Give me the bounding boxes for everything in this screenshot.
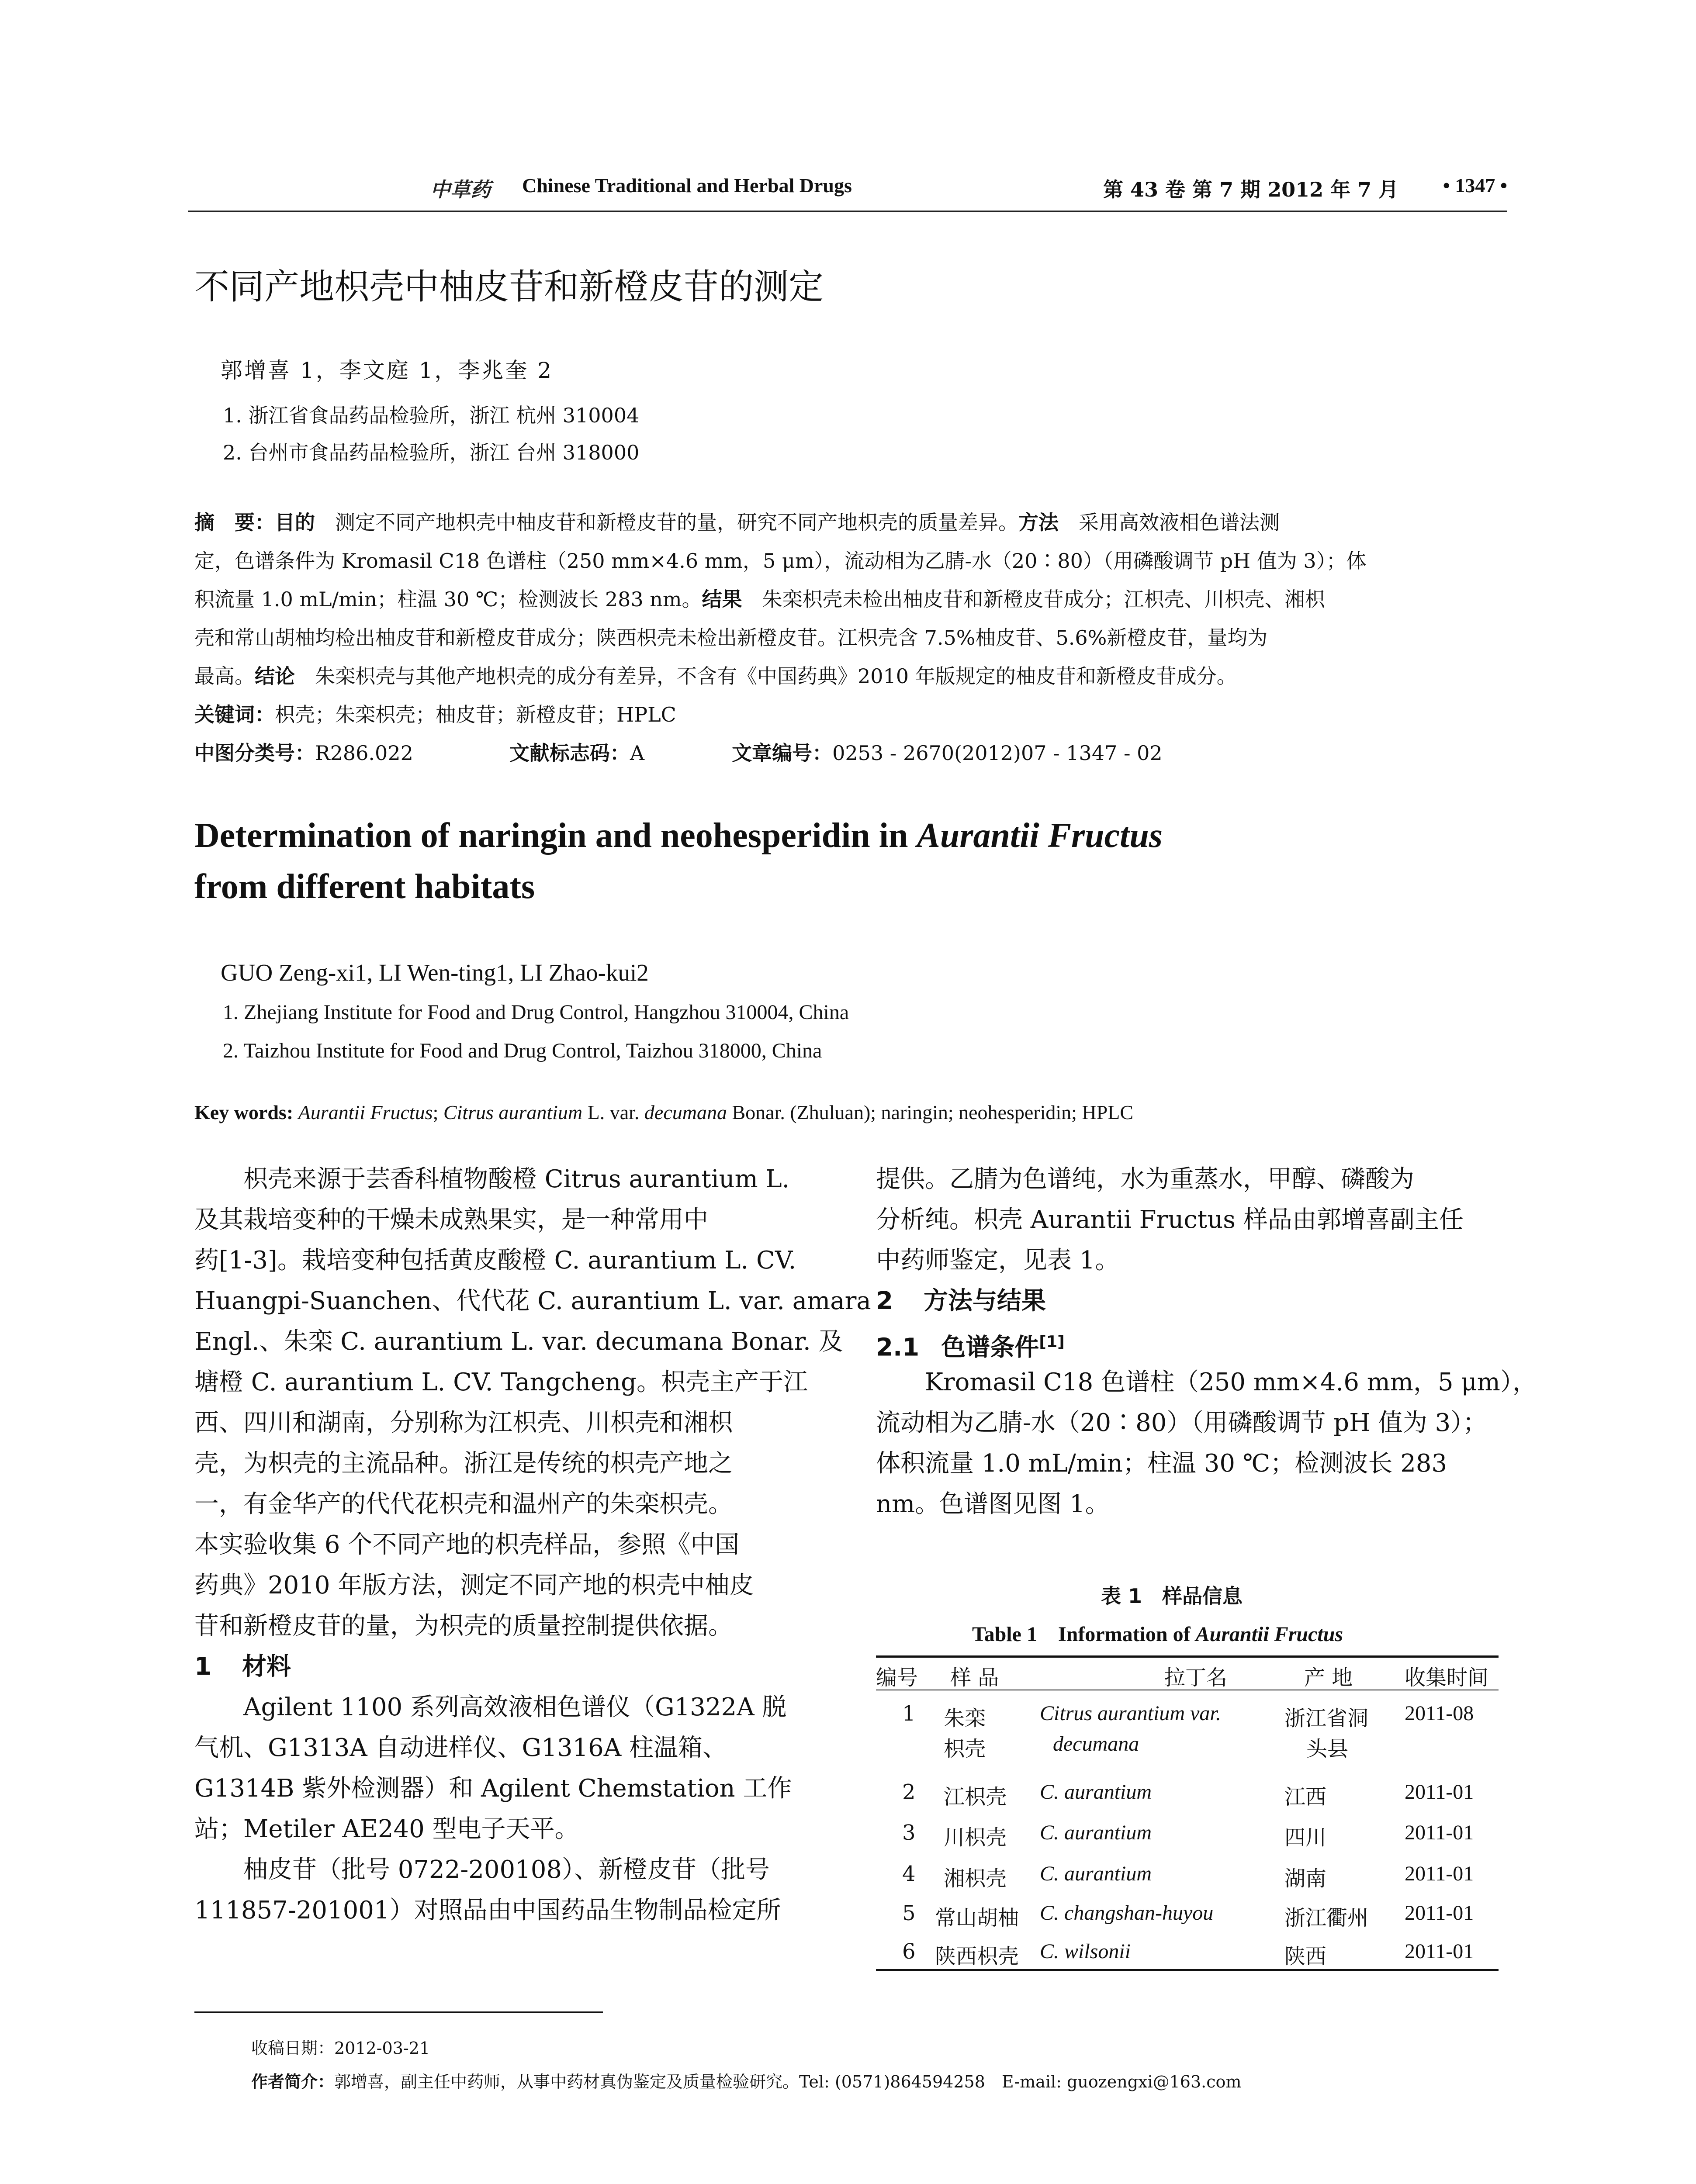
affiliation-cn-1: 1. 浙江省食品药品检验所，浙江 杭州 310004	[223, 404, 640, 427]
result-label: 结果	[702, 587, 742, 611]
conclusion-label: 结论	[255, 664, 295, 688]
title-en-italic: Aurantii Fructus	[917, 816, 1163, 855]
header-rule	[188, 211, 1507, 212]
body-left-line: 柚皮苷（批号 0722-200108）、新橙皮苷（批号	[194, 1856, 770, 1884]
body-left-line: 枳壳来源于芸香科植物酸橙 Citrus aurantium L.	[194, 1165, 790, 1193]
table-cell-origin: 浙江衢州	[1284, 1906, 1369, 1930]
abstract-line-3	[194, 584, 1325, 612]
table-cell-origin: 湖南	[1284, 1866, 1327, 1891]
keyword-decumana: decumana	[644, 1101, 727, 1123]
body-left-line: 111857-201001）对照品由中国药品生物制品检定所	[194, 1896, 781, 1925]
table-cell-origin: 四川	[1284, 1825, 1327, 1850]
body-right-line: 分析纯。枳壳 Aurantii Fructus 样品由郭增喜副主任	[876, 1206, 1464, 1234]
classification-line	[194, 737, 1163, 766]
authors-cn: 郭增喜 1，李文庭 1，李兆奎 2	[221, 358, 554, 383]
article-no-label: 文章编号：	[732, 741, 833, 765]
authors-en: GUO Zeng-xi1, LI Wen-ting1, LI Zhao-kui2	[221, 959, 649, 986]
body-left-line: 一，有金华产的代代花枳壳和温州产的朱栾枳壳。	[194, 1490, 733, 1518]
table-header-cell: 拉丁名	[1164, 1666, 1228, 1690]
page-number: • 1347 •	[1443, 174, 1507, 197]
section-2-title: 方法与结果	[923, 1287, 1046, 1315]
affiliation-en-2: 2. Taizhou Institute for Food and Drug Control, Taizhou 318000, China	[223, 1039, 822, 1062]
doc-code-value: A	[630, 741, 645, 765]
table-cell-no: 6	[902, 1939, 916, 1964]
table-cell-origin: 陕西	[1284, 1944, 1327, 1969]
title-en-line-1	[194, 816, 1163, 856]
author-bio-label: 作者简介：	[251, 2072, 335, 2091]
affiliation-cn-2: 2. 台州市食品药品检验所，浙江 台州 318000	[223, 441, 640, 464]
body-right-line: 流动相为乙腈-水（20∶80）（用磷酸调节 pH 值为 3）；	[876, 1409, 1488, 1437]
section-2-1-title: 色谱条件	[941, 1333, 1039, 1362]
table-cell-date: 2011-08	[1405, 1702, 1474, 1725]
body-left-line: Huangpi-Suanchen、代代花 C. aurantium L. var. amara	[194, 1287, 871, 1315]
table-cell-sample: 川枳壳	[944, 1825, 1007, 1850]
table-cell-sample: 朱栾	[944, 1706, 986, 1731]
title-en-text: Determination of naringin and neohesperidin in	[194, 816, 917, 855]
table-cell-origin-cont: 头县	[1306, 1737, 1349, 1761]
table-cell-latin: Citrus aurantium var.	[1040, 1702, 1221, 1725]
table-caption-en	[972, 1617, 1343, 1647]
abstract-line-5	[194, 660, 1237, 689]
table-cell-no: 4	[902, 1862, 916, 1886]
purpose-text: 测定不同产地枳壳中柚皮苷和新橙皮苷的量，研究不同产地枳壳的质量差异。	[335, 511, 1018, 534]
method-text-end: 积流量 1.0 mL/min；柱温 30 ℃；检测波长 283 nm。	[194, 587, 702, 611]
body-right-line: 中药师鉴定，见表 1。	[876, 1246, 1120, 1275]
body-left-line: 站；Metiler AE240 型电子天平。	[194, 1815, 579, 1843]
table-header-cell: 编号	[876, 1666, 918, 1690]
result-text-start: 朱栾枳壳未检出柚皮苷和新橙皮苷成分；江枳壳、川枳壳、湘枳	[762, 587, 1325, 611]
section-2-1-number: 2.1	[876, 1333, 920, 1362]
section-2-1-heading	[876, 1330, 1065, 1360]
journal-name-cn: 中草药	[430, 178, 491, 201]
table-cell-date: 2011-01	[1405, 1821, 1474, 1844]
table-cell-date: 2011-01	[1405, 1901, 1474, 1925]
table-cell-latin: C. aurantium	[1040, 1821, 1152, 1844]
body-left-line: 塘橙 C. aurantium L. CV. Tangcheng。枳壳主产于江	[194, 1368, 808, 1396]
keywords-en	[194, 1101, 1133, 1124]
body-right-line: nm。色谱图见图 1。	[876, 1490, 1110, 1518]
table-cell-no: 3	[902, 1821, 916, 1845]
body-left-line: 气机、G1313A 自动进样仪、G1316A 柱温箱、	[194, 1734, 727, 1762]
journal-name-en: Chinese Traditional and Herbal Drugs	[522, 174, 852, 197]
table-caption-en-text: Table 1 Information of	[972, 1623, 1196, 1646]
abstract-label: 摘 要：	[194, 511, 275, 534]
body-left-line: 及其栽培变种的干燥未成熟果实，是一种常用中	[194, 1206, 708, 1234]
table-cell-latin: C. aurantium	[1040, 1780, 1152, 1804]
keyword-mid: L. var.	[582, 1101, 644, 1123]
keywords-cn-label: 关键词：	[194, 703, 275, 726]
title-en-line-2: from different habitats	[194, 867, 535, 906]
purpose-label: 目的	[275, 511, 315, 534]
body-left-line: 西、四川和湖南，分别称为江枳壳、川枳壳和湘枳	[194, 1409, 733, 1437]
method-label: 方法	[1018, 511, 1059, 534]
body-left-line: G1314B 紫外检测器）和 Agilent Chemstation 工作	[194, 1774, 792, 1803]
received-date: 收稿日期：2012-03-21	[251, 2039, 430, 2058]
body-left-line: Engl.、朱栾 C. aurantium L. var. decumana Bonar. 及	[194, 1327, 843, 1356]
table-cell-origin: 江西	[1284, 1785, 1327, 1809]
table-cell-latin-cont: decumana	[1053, 1732, 1139, 1755]
table-cell-no: 5	[902, 1901, 916, 1925]
table-header-cell: 样 品	[950, 1666, 999, 1690]
body-right-line: Kromasil C18 色谱柱（250 mm×4.6 mm，5 μm），	[876, 1368, 1537, 1396]
section-1-heading	[194, 1652, 291, 1681]
table-header-cell: 收集时间	[1405, 1666, 1489, 1690]
table-caption-en-italic: Aurantii Fructus	[1195, 1623, 1343, 1646]
conclusion-text: 朱栾枳壳与其他产地枳壳的成分有差异，不含有《中国药典》2010 年版规定的柚皮苷和新橙皮苷成分。	[315, 664, 1237, 688]
section-2-heading	[876, 1289, 1046, 1313]
title-cn: 不同产地枳壳中柚皮苷和新橙皮苷的测定	[194, 266, 824, 307]
body-left-line: 本实验收集 6 个不同产地的枳壳样品，参照《中国	[194, 1531, 740, 1559]
section-2-number: 2	[876, 1287, 893, 1315]
body-left-line: 药典》2010 年版方法，测定不同产地的枳壳中柚皮	[194, 1571, 754, 1600]
table-cell-sample: 湘枳壳	[944, 1866, 1007, 1891]
abstract-line-1	[194, 507, 1280, 536]
clc-value: R286.022	[315, 741, 413, 765]
body-left-line: 药[1-3]。栽培变种包括黄皮酸橙 C. aurantium L. CV.	[194, 1246, 796, 1275]
table-cell-date: 2011-01	[1405, 1780, 1474, 1804]
method-text-start: 采用高效液相色谱法测	[1079, 511, 1280, 534]
table-cell-sample: 江枳壳	[944, 1785, 1007, 1809]
author-bio-text: 郭增喜，副主任中药师，从事中药材真伪鉴定及质量检验研究。Tel: (0571)864594258 E-mail: guozengxi@163.com	[334, 2072, 1242, 2091]
table-cell-sample: 常山胡柚	[935, 1906, 1019, 1930]
body-right-line: 体积流量 1.0 mL/min；柱温 30 ℃；检测波长 283	[876, 1449, 1447, 1478]
table-header-cell: 产 地	[1304, 1666, 1353, 1690]
abstract-line-4: 壳和常山胡柚均检出柚皮苷和新橙皮苷成分；陕西枳壳未检出新橙皮苷。江枳壳含 7.5%柚皮苷、5.6%新橙皮苷，量均为	[194, 626, 1268, 650]
table-caption-cn: 表 1 样品信息	[1101, 1584, 1243, 1608]
keyword-sep: ;	[433, 1101, 443, 1123]
footnote-rule	[194, 2011, 603, 2013]
keywords-cn	[194, 699, 676, 728]
keywords-cn-text: 枳壳；朱栾枳壳；柚皮苷；新橙皮苷；HPLC	[275, 703, 676, 726]
clc-label: 中图分类号：	[194, 741, 315, 765]
keyword-rest: Bonar. (Zhuluan); naringin; neohesperidin; HPLC	[727, 1101, 1134, 1123]
table-cell-origin: 浙江省洞	[1284, 1706, 1369, 1731]
keyword-aurantii: Aurantii Fructus	[298, 1101, 433, 1123]
table-cell-sample-cont: 枳壳	[944, 1737, 986, 1761]
issue-info: 第 43 卷 第 7 期 2012 年 7 月	[1103, 178, 1399, 201]
section-1-title: 材料	[242, 1652, 291, 1681]
table-cell-date: 2011-01	[1405, 1940, 1474, 1963]
table-cell-latin: C. aurantium	[1040, 1862, 1152, 1885]
section-1-number: 1	[194, 1652, 211, 1681]
body-left-line: 壳，为枳壳的主流品种。浙江是传统的枳壳产地之	[194, 1449, 733, 1478]
table-cell-no: 1	[902, 1701, 916, 1726]
table-cell-no: 2	[902, 1780, 916, 1804]
body-left-line: 苷和新橙皮苷的量，为枳壳的质量控制提供依据。	[194, 1612, 733, 1640]
result-text-end: 最高。	[194, 664, 255, 688]
table-cell-date: 2011-01	[1405, 1862, 1474, 1885]
doc-code-label: 文献标志码：	[509, 741, 630, 765]
body-left-line: Agilent 1100 系列高效液相色谱仪（G1322A 脱	[194, 1693, 787, 1721]
keyword-citrus: Citrus aurantium	[443, 1101, 583, 1123]
body-right-line: 提供。乙腈为色谱纯，水为重蒸水，甲醇、磷酸为	[876, 1165, 1414, 1193]
abstract-line-2: 定，色谱条件为 Kromasil C18 色谱柱（250 mm×4.6 mm，5 μm），流动相为乙腈-水（20∶80）（用磷酸调节 pH 值为 3）；体	[194, 549, 1367, 573]
running-header	[188, 174, 1507, 207]
author-bio	[251, 2068, 1241, 2092]
section-2-1-ref: [1]	[1039, 1332, 1065, 1351]
table-top-rule	[876, 1655, 1499, 1658]
affiliation-en-1: 1. Zhejiang Institute for Food and Drug Control, Hangzhou 310004, China	[223, 1001, 849, 1024]
table-cell-sample: 陕西枳壳	[935, 1944, 1019, 1969]
table-cell-latin: C. changshan-huyou	[1040, 1901, 1214, 1925]
article-no-value: 0253 - 2670(2012)07 - 1347 - 02	[832, 741, 1163, 765]
table-cell-latin: C. wilsonii	[1040, 1940, 1131, 1963]
keywords-en-label: Key words:	[194, 1101, 294, 1123]
